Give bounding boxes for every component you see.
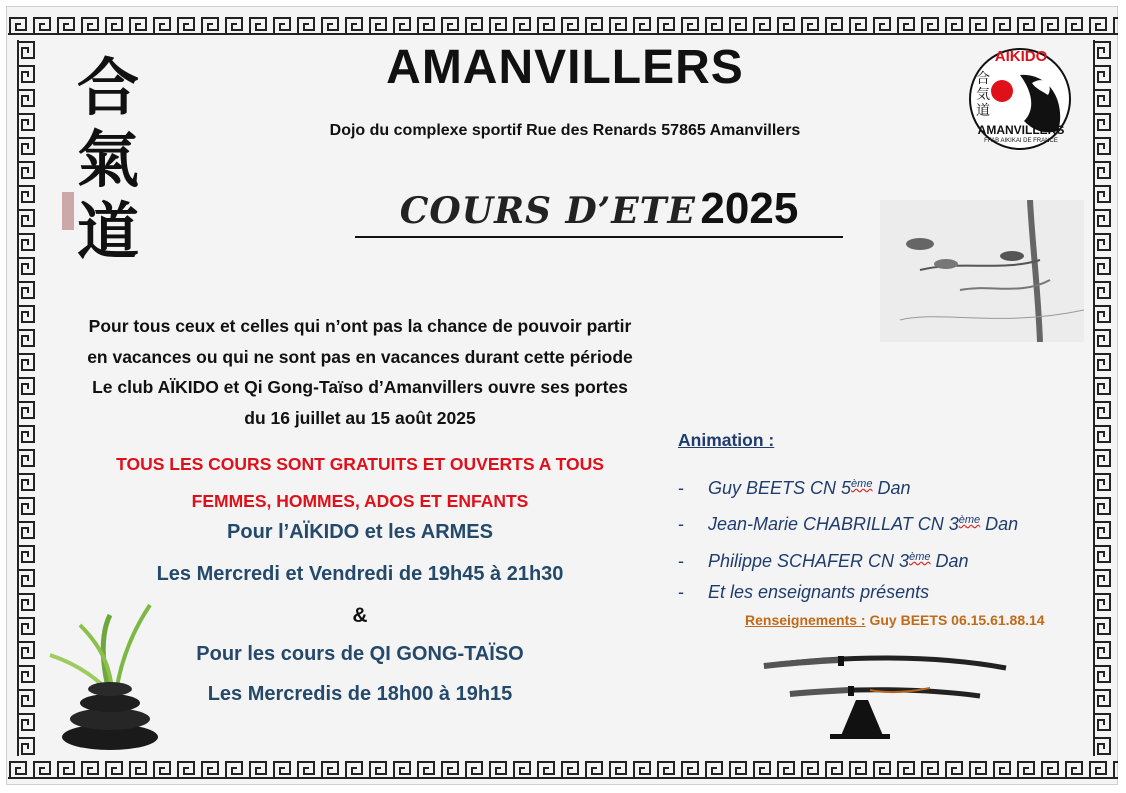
- list-dash: -: [678, 514, 684, 534]
- intro-line-2: en vacances ou qui ne sont pas en vacances durant cette période: [87, 346, 633, 367]
- intro-line-3: Le club AÏKIDO et Qi Gong-Taïso d’Amanvillers ouvre ses portes: [92, 377, 628, 397]
- ampersand: &: [352, 604, 368, 627]
- calligraphy-char-2: 氣: [76, 123, 139, 196]
- bird-painting-graphic: [880, 200, 1084, 342]
- animator-name: Jean-Marie CHABRILLAT CN 3: [708, 514, 959, 534]
- dojo-address: Dojo du complexe sportif Rue des Renards 57865 Amanvillers: [329, 122, 801, 139]
- logo-kanji: 合気道: [976, 71, 990, 119]
- animator-guy-beets: [678, 478, 911, 499]
- animator-sup: ème: [909, 551, 931, 563]
- list-dash: -: [678, 478, 684, 498]
- katana-swords-illustration: [760, 650, 1010, 740]
- greek-key-border-right: [1090, 40, 1114, 756]
- greek-key-border-left: [14, 40, 38, 756]
- list-dash: -: [678, 551, 684, 571]
- qigong-title: Pour les cours de QI GONG-TAÏSO: [196, 643, 524, 665]
- greek-key-border-top: [8, 14, 1118, 38]
- cours-label: COURS D’ETE: [399, 190, 696, 232]
- animator-sup: ème: [851, 478, 873, 490]
- contact-value: Guy BEETS 06.15.61.88.14: [869, 612, 1045, 628]
- summer-course-heading: [355, 184, 843, 238]
- zen-stones-graphic: [40, 595, 190, 755]
- logo-bottom-text: AMANVILLERS: [977, 123, 1065, 137]
- animation-title: Animation :: [678, 430, 775, 450]
- logo-federation-text: FFAB AIKIKAI DE FRANCE: [984, 138, 1058, 144]
- contact-info: [745, 612, 1045, 628]
- calligraphy-char-1: 合: [76, 51, 139, 124]
- animator-name: Guy BEETS CN 5: [708, 478, 852, 498]
- list-dash: -: [678, 582, 684, 602]
- page-title: AMANVILLERS: [386, 41, 744, 94]
- aikido-title: Pour l’AÏKIDO et les ARMES: [227, 521, 493, 543]
- aikido-logo: [962, 45, 1080, 155]
- bird-painting: [880, 200, 1084, 342]
- intro-text: [40, 311, 680, 433]
- katana-swords-graphic: [760, 650, 1010, 740]
- aikido-time: Les Mercredi et Vendredi de 19h45 à 21h30: [156, 563, 564, 585]
- free-courses-line-2: FEMMES, HOMMES, ADOS ET ENFANTS: [191, 491, 529, 511]
- zen-stones-illustration: [40, 595, 190, 755]
- animator-teachers: [678, 582, 929, 603]
- free-courses-line-1: TOUS LES COURS SONT GRATUITS ET OUVERTS A TOUS: [116, 454, 604, 474]
- qigong-time: Les Mercredis de 18h00 à 19h15: [207, 683, 513, 705]
- animator-sup: ème: [958, 514, 981, 526]
- logo-top-text: AIKIDO: [994, 48, 1048, 65]
- intro-line-1: Pour tous ceux et celles qui n’ont pas la chance de pouvoir partir: [88, 316, 632, 336]
- calligraphy-char-3: 道: [76, 195, 139, 268]
- animator-suffix: Dan: [935, 551, 969, 571]
- calligraphy-scroll: [68, 52, 148, 282]
- animator-philippe-schafer: [678, 551, 969, 572]
- animator-jean-marie-chabrillat: [678, 514, 1018, 535]
- animator-name: Et les enseignants présents: [708, 582, 930, 602]
- cours-year: 2025: [700, 184, 799, 233]
- contact-label: Renseignements :: [745, 612, 866, 628]
- animator-suffix: Dan: [877, 478, 911, 498]
- animator-suffix: Dan: [985, 514, 1019, 534]
- intro-line-4: du 16 juillet au 15 août 2025: [244, 407, 476, 428]
- greek-key-border-bottom: [8, 758, 1118, 782]
- animator-name: Philippe SCHAFER CN 3: [708, 551, 910, 571]
- seal-stamp-icon: [62, 192, 74, 230]
- free-courses-notice: [40, 446, 680, 520]
